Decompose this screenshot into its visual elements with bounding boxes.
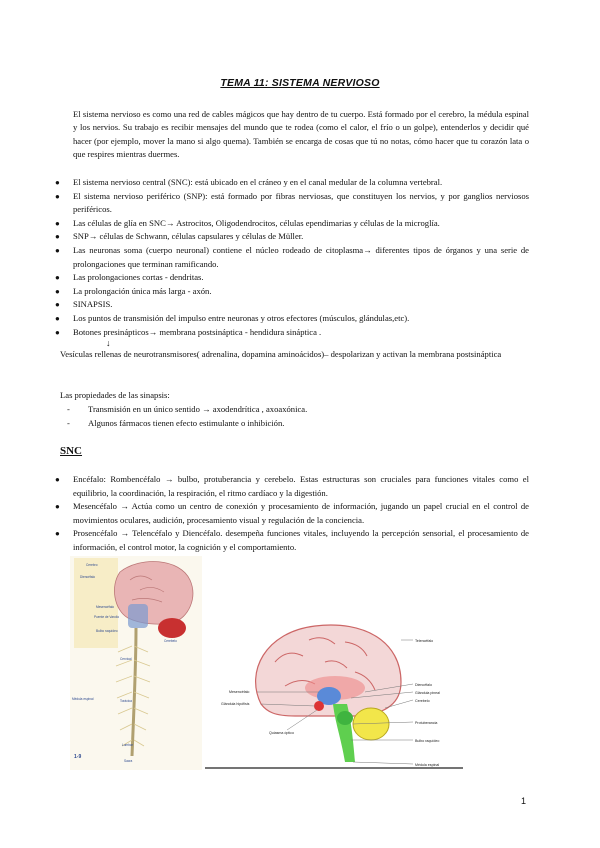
label-toracica: Torácica: [120, 699, 132, 703]
cerebellum-shape: [158, 618, 186, 638]
bullet-icon: ●: [55, 191, 60, 201]
cns-anatomy-figure: [70, 556, 202, 770]
label-lumbar: Lumbar: [122, 743, 133, 747]
figure-number: 1-9: [74, 754, 82, 760]
label-mesencefalo: Mesencéfalo: [96, 605, 115, 609]
list-item: ● Los puntos de transmisión del impulso entre neuronas y otros efectores (músculos, glándulas,etc).: [73, 312, 529, 326]
bullet-icon: ●: [55, 245, 60, 255]
bullet-icon: ●: [55, 286, 60, 296]
label-hipofisis: Glándula hipófisis: [221, 702, 250, 706]
bullet-list-main: [55, 176, 529, 339]
list-item: ● Botones presinápticos→ membrana postsináptica - hendidura sináptica .: [73, 326, 529, 340]
intro-paragraph: El sistema nervioso es como una red de cables mágicos que hay dentro de tu cuerpo. Está formado por el cerebro, la médula espinal y los nervios. Su trabajo es recibir mensajes del mundo que te rodea (como el calor, el frío o un golpe), entenderlos y decidir qué hacer (por ejemplo, mover la mano si algo quema). También se encarga de cosas que tú no notas, cómo hacer que tu corazón lata o que respires mientras duermes.: [73, 109, 529, 160]
bullet-icon: ●: [55, 273, 60, 283]
label-cervical: Cervical: [120, 657, 132, 661]
brain-shape: [114, 562, 192, 625]
list-item: ● Las prolongaciones cortas - dendritas.: [73, 271, 529, 285]
label-pineal: Glándula pineal: [415, 691, 440, 695]
label-sacra: Sacra: [124, 759, 133, 763]
list-item: ● SINAPSIS.: [73, 298, 529, 312]
list-item: - Transmisión en un único sentido → axodendrítica , axoaxónica.: [67, 404, 308, 414]
label-medula2: Médula espinal: [415, 763, 440, 767]
label-telencefalo: Telencéfalo: [415, 639, 434, 643]
page-title: TEMA 11: SISTEMA NERVIOSO: [220, 77, 380, 89]
label-quiasma: Quiasma óptico: [269, 731, 294, 735]
brain-section-figure: [205, 612, 463, 770]
label-cerebelo: Cerebelo: [164, 639, 177, 643]
list-item: ● Encéfalo: Rombencéfalo → bulbo, protuberancia y cerebelo. Estas estructuras son cruciales para funciones vitales como el equilibrio, la coordinación, la respiración, el ritmo cardíaco y la digestión.: [55, 474, 529, 498]
bullet-list-snc: [55, 473, 529, 555]
label-diencefalo2: Diencéfalo: [415, 683, 432, 687]
synapse-properties-heading: Las propiedades de las sinapsis:: [60, 390, 170, 400]
bullet-icon: ●: [55, 178, 60, 187]
snc-heading: SNC: [60, 445, 83, 457]
bullet-icon: ●: [55, 313, 60, 323]
bullet-icon: ●: [55, 502, 60, 512]
label-cerebro: Cerebro: [86, 563, 98, 567]
label-puente: Puente de Varolio: [94, 615, 120, 619]
label-protuberancia: Protuberancia: [415, 721, 438, 725]
bullet-icon: ●: [55, 327, 60, 337]
list-item: ● El sistema nervioso periférico (SNP): está formado por fibras nerviosas, que constituyen los nervios, y por ganglios nerviosos periféricos.: [55, 190, 529, 215]
hypophysis-shape: [314, 701, 324, 711]
bullet-icon: ●: [55, 218, 60, 228]
label-cerebelo2: Cerebelo: [415, 699, 430, 703]
list-item: ● Prosencéfalo → Telencéfalo y Diencéfalo. desempeña funciones vitales, incluyendo la percepción sensorial, el procesamiento de información, el control motor, la cognición y el comportamiento.: [55, 528, 529, 552]
label-bulbo2: Bulbo raquídeo: [415, 739, 440, 743]
bullet-icon: ●: [55, 300, 60, 310]
vesiculas-paragraph: Vesículas rellenas de neurotransmisores( adrenalina, dopamina aminoácidos)– despolarizan y activan la membrana postsináptica: [60, 349, 502, 359]
list-item: ● SNP→ células de Schwann, células capsulares y células de Müller.: [73, 230, 529, 244]
label-mesencefalo2: Mesencéfalo: [229, 690, 250, 694]
label-bulbo: Bulbo raquídeo: [96, 629, 118, 633]
list-item: - Algunos fármacos tienen efecto estimulante o inhibición.: [67, 417, 285, 428]
page-number: 1: [521, 796, 527, 806]
list-item: ● Mesencéfalo → Actúa como un centro de conexión y procesamiento de información, jugando un papel crucial en el control de movimientos oculares, audición, procesamiento visual y regulación de la conciencia.: [55, 501, 529, 525]
bullet-icon: ●: [55, 475, 60, 484]
label-medula: Médula espinal: [72, 697, 94, 701]
bullet-icon: ●: [55, 232, 60, 242]
synapse-properties-list: [67, 403, 308, 430]
bullet-icon: ●: [55, 529, 60, 539]
list-item: ● Las neuronas soma (cuerpo neuronal) contiene el núcleo rodeado de citoplasma→ diferentes tipos de órganos y una serie de prolongaciones que terminan ramificando.: [55, 244, 529, 269]
list-item: ● Las células de glía en SNC→ Astrocitos, Oligodendrocitos, células ependimarias y células de la microglía.: [73, 217, 529, 231]
down-arrow-icon: ↓: [106, 338, 111, 348]
list-item: ● La prolongación única más larga - axón.: [73, 285, 529, 299]
list-item: ● El sistema nervioso central (SNC): está ubicado en el cráneo y en el canal medular de la columna vertebral.: [73, 176, 529, 190]
label-diencefalo: Diencéfalo: [80, 575, 96, 579]
